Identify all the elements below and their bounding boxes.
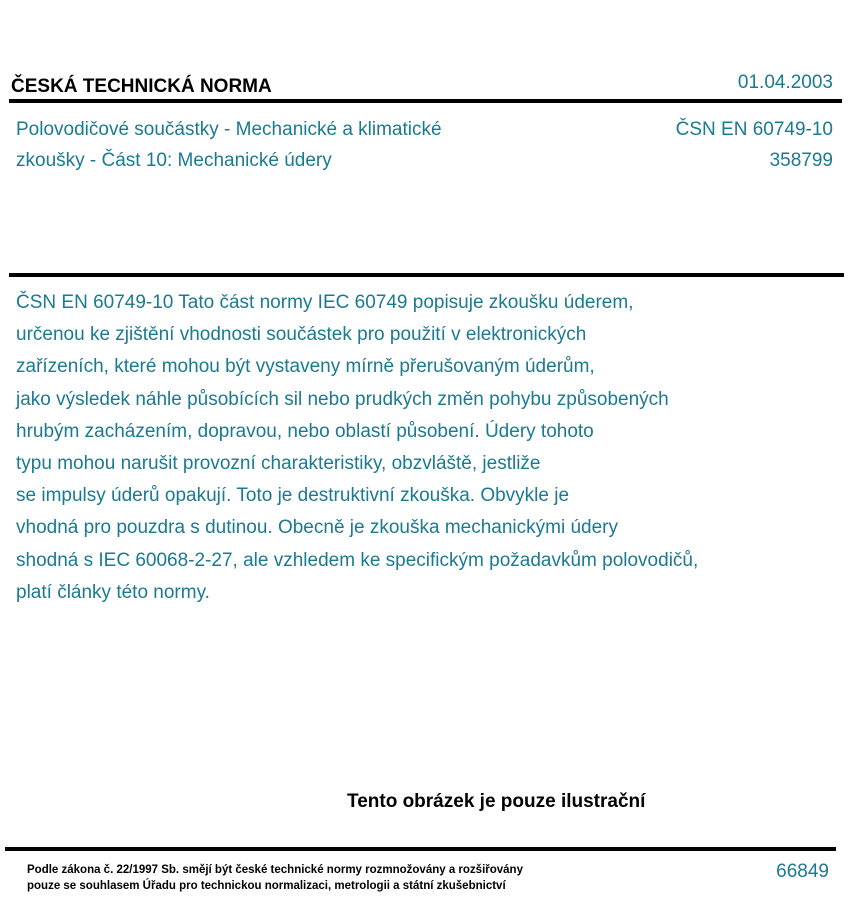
bottom-divider xyxy=(5,847,836,851)
abstract-text xyxy=(16,287,826,609)
abstract-line: určenou ke zjištění vhodnosti součástek pro použití v elektronických xyxy=(16,324,587,346)
illustration-disclaimer: Tento obrázek je pouze ilustrační xyxy=(347,791,646,812)
legal-notice-line: pouze se souhlasem Úřadu pro technickou normalizaci, metrologii a státní zkušebnictví xyxy=(27,880,506,892)
abstract-line: jako výsledek náhle působících sil nebo prudkých změn pohybu způsobených xyxy=(16,388,669,410)
standard-identifiers xyxy=(676,114,833,176)
standard-designation: ČSN EN 60749-10 xyxy=(675,119,833,140)
abstract-line: hrubým zacházením, dopravou, nebo oblastí působení. Údery tohoto xyxy=(16,420,594,442)
abstract-line: zařízeních, které mohou být vystaveny mírně přerušovaným úderům, xyxy=(16,356,595,378)
document-number: 66849 xyxy=(776,861,829,882)
abstract-line: typu mohou narušit provozní charakteristiky, obzvláště, jestliže xyxy=(16,453,541,475)
top-divider xyxy=(9,99,842,103)
standard-title-line: zkoušky - Část 10: Mechanické údery xyxy=(16,150,332,171)
class-number: 358799 xyxy=(769,150,833,171)
legal-notice xyxy=(27,862,523,894)
standard-title-line: Polovodičové součástky - Mechanické a klimatické xyxy=(16,119,442,140)
middle-divider xyxy=(9,273,844,277)
abstract-line: ČSN EN 60749-10 Tato část normy IEC 60749 popisuje zkoušku úderem, xyxy=(16,292,634,313)
standard-title xyxy=(16,114,576,176)
document-type-heading: ČESKÁ TECHNICKÁ NORMA xyxy=(11,76,272,97)
legal-notice-line: Podle zákona č. 22/1997 Sb. smějí být české technické normy rozmnožovány a rozšiřovány xyxy=(27,864,523,876)
abstract-line: se impulsy úderů opakují. Toto je destruktivní zkouška. Obvykle je xyxy=(16,485,570,507)
abstract-line: platí články této normy. xyxy=(16,581,210,603)
publication-date: 01.04.2003 xyxy=(737,72,833,93)
abstract-line: vhodná pro pouzdra s dutinou. Obecně je zkouška mechanickými údery xyxy=(16,517,619,539)
abstract-line: shodná s IEC 60068-2-27, ale vzhledem ke specifickým požadavkům polovodičů, xyxy=(16,549,699,571)
